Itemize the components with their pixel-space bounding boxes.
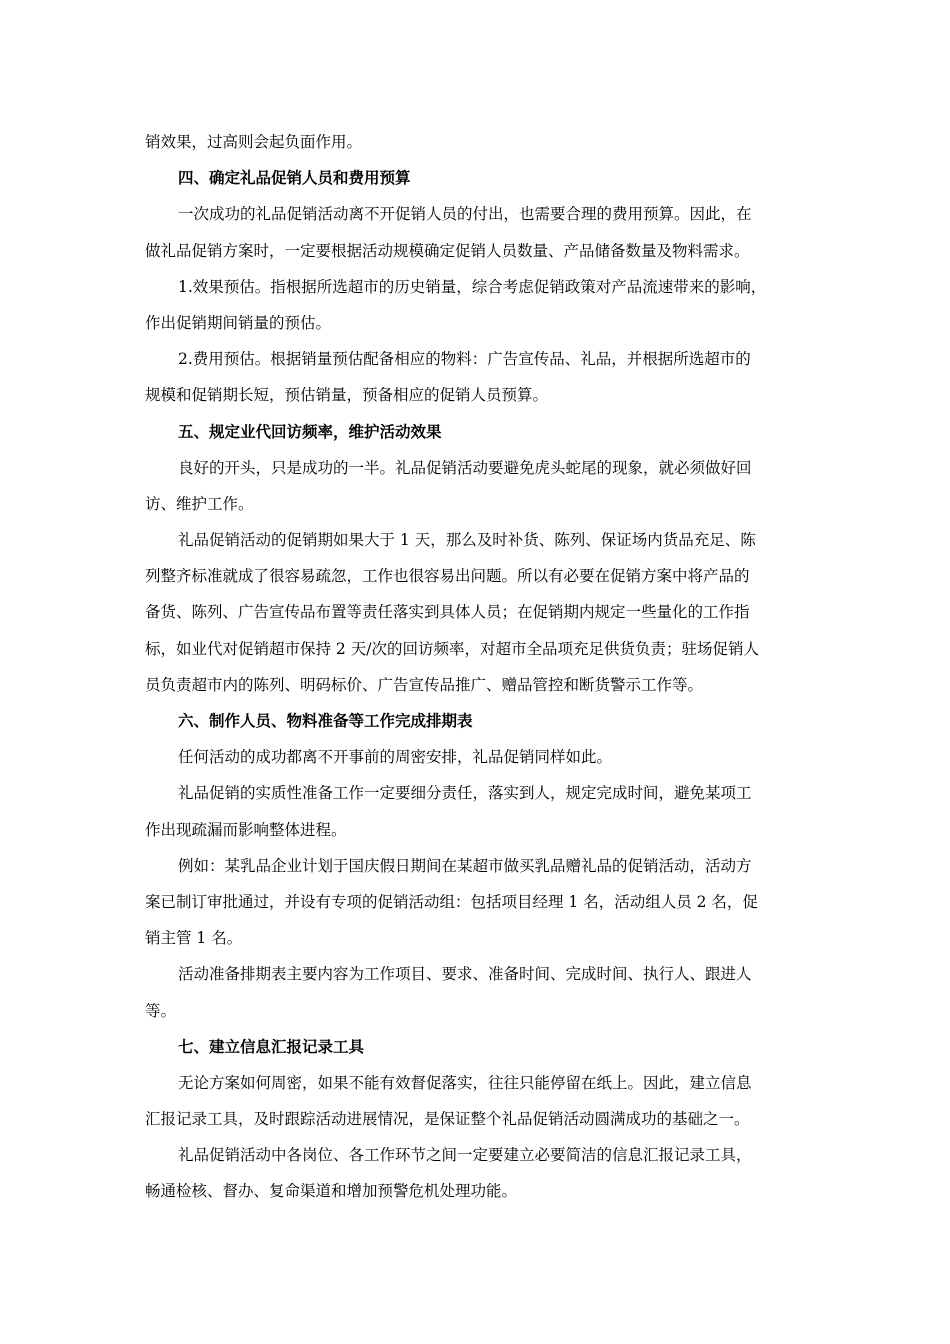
paragraph-line: 2.费用预估。根据销量预估配备相应的物料：广告宣传品、礼品，并根据所选超市的: [178, 350, 751, 369]
paragraph-line: 作出促销期间销量的预估。: [145, 313, 332, 332]
paragraph-line: 例如：某乳品企业计划于国庆假日期间在某超市做买乳品赠礼品的促销活动，活动方: [178, 856, 752, 875]
paragraph-line: 备货、陈列、广告宣传品布置等责任落实到具体人员；在促销期内规定一些量化的工作指: [145, 603, 750, 622]
section-heading: 五、规定业代回访频率，维护活动效果: [178, 422, 442, 441]
paragraph-line: 等。: [145, 1001, 177, 1020]
paragraph-line: 销效果，过高则会起负面作用。: [145, 133, 363, 151]
paragraph-line: 1.效果预估。指根据所选超市的历史销量，综合考虑促销政策对产品流速带来的影响，: [178, 277, 767, 296]
paragraph-line: 一次成功的礼品促销活动离不开促销人员的付出，也需要合理的费用预算。因此，在: [178, 205, 752, 224]
section-heading: 四、确定礼品促销人员和费用预算: [178, 169, 411, 188]
paragraph-line: 列整齐标准就成了很容易疏忽，工作也很容易出问题。所以有必要在促销方案中将产品的: [145, 567, 750, 586]
paragraph-line: 活动准备排期表主要内容为工作项目、要求、准备时间、完成时间、执行人、跟进人: [178, 965, 752, 984]
paragraph-line: 良好的开头，只是成功的一半。礼品促销活动要避免虎头蛇尾的现象，就必须做好回: [178, 458, 752, 477]
paragraph-line: 标，如业代对促销超市保持 2 天/次的回访频率，对超市全品项充足供货负责；驻场促销人: [145, 639, 759, 658]
paragraph-line: 礼品促销的实质性准备工作一定要细分责任，落实到人，规定完成时间，避免某项工: [178, 784, 752, 803]
paragraph-line: 礼品促销活动的促销期如果大于 1 天，那么及时补货、陈列、保证场内货品充足、陈: [178, 531, 756, 550]
paragraph-line: 汇报记录工具，及时跟踪活动进展情况，是保证整个礼品促销活动圆满成功的基础之一。: [145, 1110, 750, 1129]
paragraph-line: 作出现疏漏而影响整体进程。: [145, 820, 347, 839]
document-body: [145, 124, 805, 1210]
paragraph-line: 员负责超市内的陈列、明码标价、广告宣传品推广、赠品管控和断货警示工作等。: [145, 675, 704, 694]
paragraph-line: 访、维护工作。: [145, 494, 254, 513]
paragraph-line: 销主管 1 名。: [145, 929, 243, 948]
paragraph-line: 畅通检核、督办、复命渠道和增加预警危机处理功能。: [145, 1182, 518, 1201]
paragraph-line: 礼品促销活动中各岗位、各工作环节之间一定要建立必要简洁的信息汇报记录工具，: [178, 1146, 752, 1165]
section-heading: 六、制作人员、物料准备等工作完成排期表: [178, 712, 473, 730]
document-page: [145, 124, 805, 1210]
paragraph-line: 案已制订审批通过，并设有专项的促销活动组：包括项目经理 1 名，活动组人员 2 名，促: [145, 892, 758, 911]
section-heading: 七、建立信息汇报记录工具: [178, 1037, 365, 1056]
paragraph-line: 无论方案如何周密，如果不能有效督促落实，往往只能停留在纸上。因此，建立信息: [178, 1073, 752, 1092]
paragraph-line: 任何活动的成功都离不开事前的周密安排，礼品促销同样如此。: [178, 748, 613, 767]
paragraph-line: 规模和促销期长短，预估销量，预备相应的促销人员预算。: [145, 386, 549, 405]
paragraph-line: 做礼品促销方案时，一定要根据活动规模确定促销人员数量、产品储备数量及物料需求。: [145, 241, 750, 260]
